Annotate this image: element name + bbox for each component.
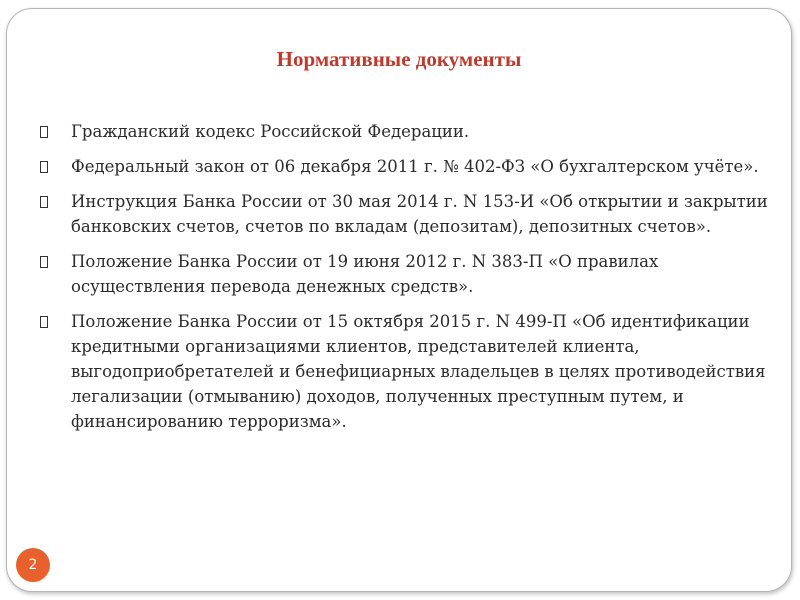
list-item bbox=[37, 119, 782, 144]
page-number-badge: 2 bbox=[16, 548, 50, 582]
list-item-text: Гражданский кодекс Российской Федерации. bbox=[71, 122, 470, 141]
list-item-text: Положение Банка России от 19 июня 2012 г. N 383-П «О правилах осуществления перевода денежных средств». bbox=[71, 252, 659, 296]
list-item-text: Положение Банка России от 15 октября 2015 г. N 499-П «Об идентификации кредитными организациями клиентов, представителей клиента, выгодоприобретателей и бенефициарных владельцев в целях противодействия легализации (отмыванию) доходов, полученных преступным путем, и финансированию терроризма». bbox=[71, 312, 766, 431]
list-item-text: Инструкция Банка России от 30 мая 2014 г. N 153-И «Об открытии и закрытии банковских счетов, счетов по вкладам (депозитам), депозитных счетов». bbox=[71, 192, 768, 236]
slide-frame bbox=[6, 8, 792, 592]
list-item bbox=[37, 154, 782, 179]
square-bullet-icon bbox=[37, 161, 63, 175]
document-list bbox=[37, 119, 782, 444]
square-bullet-icon bbox=[37, 316, 63, 330]
list-item bbox=[37, 189, 782, 239]
slide-title: Нормативные документы bbox=[276, 47, 522, 71]
list-item bbox=[37, 309, 782, 434]
square-bullet-icon bbox=[37, 126, 63, 140]
list-item-text: Федеральный закон от 06 декабря 2011 г. № 402-ФЗ «О бухгалтерском учёте». bbox=[71, 157, 759, 176]
square-bullet-icon bbox=[37, 196, 63, 210]
square-bullet-icon bbox=[37, 256, 63, 270]
list-item bbox=[37, 249, 782, 299]
